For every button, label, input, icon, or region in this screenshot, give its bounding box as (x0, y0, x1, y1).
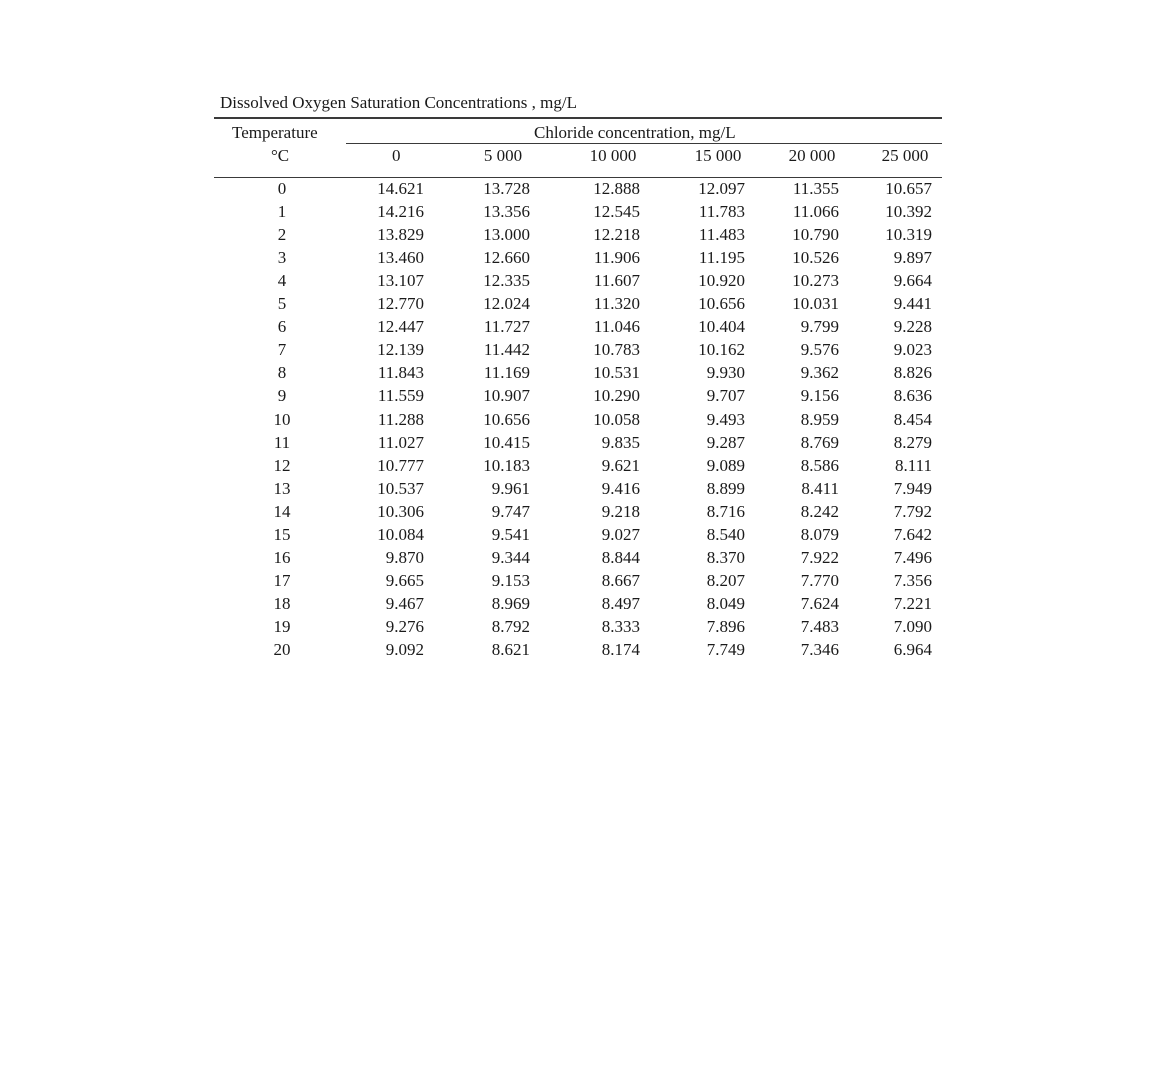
value-cell: 8.667 (601, 570, 640, 590)
value-cell: 11.906 (593, 248, 640, 268)
value-cell: 11.559 (377, 386, 424, 406)
value-cell: 7.949 (893, 478, 932, 498)
temperature-cell: 16 (273, 547, 291, 567)
value-cell: 8.454 (893, 409, 932, 429)
value-cell: 11.727 (483, 317, 530, 337)
value-cell: 11.355 (792, 179, 839, 198)
value-cell: 8.333 (601, 616, 640, 636)
value-cell: 7.090 (893, 616, 932, 636)
value-cell: 9.228 (893, 317, 932, 337)
temperature-cell: 18 (273, 593, 291, 613)
value-cell: 9.961 (491, 478, 530, 498)
value-cell: 10.058 (593, 409, 640, 429)
value-cell: 11.066 (792, 202, 839, 222)
value-cell: 10.031 (792, 294, 839, 314)
temperature-cell: 14 (273, 501, 291, 521)
value-cell: 8.826 (893, 363, 932, 383)
value-cell: 11.027 (377, 432, 424, 452)
top-rule (214, 117, 942, 119)
value-cell: 12.545 (593, 202, 640, 222)
value-cell: 8.959 (800, 409, 839, 429)
value-cell: 12.447 (377, 317, 424, 337)
temperature-header: Temperature (232, 123, 318, 142)
value-cell: 11.607 (593, 271, 640, 291)
value-cell: 9.576 (800, 340, 839, 360)
value-cell: 11.046 (593, 317, 640, 337)
value-cell: 12.335 (483, 271, 530, 291)
value-cell: 7.642 (893, 524, 932, 544)
temperature-cell: 20 (273, 640, 291, 659)
value-cell: 9.897 (893, 248, 932, 268)
value-cell: 12.218 (593, 225, 640, 245)
value-cell: 10.392 (885, 202, 932, 222)
temperature-cell: 11 (273, 432, 291, 452)
value-cell: 9.621 (601, 455, 640, 475)
column-header: 10 000 (589, 146, 637, 165)
value-cell: 9.023 (893, 340, 932, 360)
value-cell: 12.770 (377, 294, 424, 314)
value-cell: 7.496 (893, 547, 932, 567)
value-cell: 9.541 (491, 524, 530, 544)
header-rule (214, 177, 942, 178)
value-cell: 11.320 (593, 294, 640, 314)
value-cell: 9.664 (893, 271, 932, 291)
value-cell: 9.441 (893, 294, 932, 314)
value-cell: 8.207 (706, 570, 745, 590)
value-cell: 13.460 (377, 248, 424, 268)
temperature-cell: 6 (277, 317, 287, 337)
value-cell: 10.290 (593, 386, 640, 406)
value-cell: 13.829 (377, 225, 424, 245)
value-cell: 10.656 (698, 294, 745, 314)
value-cell: 10.531 (593, 363, 640, 383)
value-cell: 10.920 (698, 271, 745, 291)
value-cell: 9.089 (706, 455, 745, 475)
value-cell: 9.092 (385, 640, 424, 659)
value-cell: 10.526 (792, 248, 839, 268)
value-cell: 8.636 (893, 386, 932, 406)
column-header: 20 000 (788, 146, 836, 165)
temperature-cell: 9 (277, 386, 287, 406)
value-cell: 8.279 (893, 432, 932, 452)
value-cell: 11.483 (698, 225, 745, 245)
value-cell: 7.896 (706, 616, 745, 636)
temperature-cell: 13 (273, 478, 291, 498)
value-cell: 8.621 (491, 640, 530, 659)
value-cell: 8.792 (491, 616, 530, 636)
temperature-cell: 12 (273, 455, 291, 475)
value-cell: 9.870 (385, 547, 424, 567)
value-cell: 9.153 (491, 570, 530, 590)
temperature-cell: 17 (273, 570, 291, 590)
value-cell: 12.660 (483, 248, 530, 268)
temperature-cell: 2 (277, 225, 287, 245)
value-cell: 8.049 (706, 593, 745, 613)
value-cell: 8.769 (800, 432, 839, 452)
temperature-cell: 8 (277, 363, 287, 383)
temperature-cell: 5 (277, 294, 287, 314)
value-cell: 9.156 (800, 386, 839, 406)
value-cell: 8.844 (601, 547, 640, 567)
value-cell: 10.783 (593, 340, 640, 360)
value-cell: 8.079 (800, 524, 839, 544)
value-cell: 11.843 (377, 363, 424, 383)
value-cell: 9.416 (601, 478, 640, 498)
column-header: 5 000 (483, 146, 523, 165)
value-cell: 9.707 (706, 386, 745, 406)
value-cell: 7.221 (893, 593, 932, 613)
value-cell: 11.169 (483, 363, 530, 383)
value-cell: 8.111 (895, 455, 932, 475)
value-cell: 9.287 (706, 432, 745, 452)
value-cell: 9.799 (800, 317, 839, 337)
value-cell: 12.888 (593, 179, 640, 198)
temperature-unit: °C (271, 146, 290, 165)
value-cell: 10.183 (483, 455, 530, 475)
temperature-cell: 3 (277, 248, 287, 268)
value-cell: 12.097 (698, 179, 745, 198)
temperature-cell: 0 (277, 179, 287, 198)
value-cell: 13.728 (483, 179, 530, 198)
temperature-cell: 15 (273, 524, 291, 544)
temperature-cell: 4 (277, 271, 287, 291)
temperature-cell: 19 (273, 616, 291, 636)
value-cell: 7.792 (893, 501, 932, 521)
value-cell: 11.442 (483, 340, 530, 360)
value-cell: 8.411 (801, 478, 839, 498)
table-title: Dissolved Oxygen Saturation Concentrations , mg/L (220, 93, 577, 112)
value-cell: 12.139 (377, 340, 424, 360)
value-cell: 8.540 (706, 524, 745, 544)
value-cell: 12.024 (483, 294, 530, 314)
value-cell: 9.493 (706, 409, 745, 429)
value-cell: 10.777 (377, 455, 424, 475)
chloride-header: Chloride concentration, mg/L (534, 123, 736, 142)
value-cell: 7.624 (800, 593, 839, 613)
value-cell: 11.195 (698, 248, 745, 268)
value-cell: 9.362 (800, 363, 839, 383)
value-cell: 8.586 (800, 455, 839, 475)
column-header: 0 (392, 146, 401, 165)
value-cell: 8.969 (491, 593, 530, 613)
value-cell: 8.242 (800, 501, 839, 521)
value-cell: 8.174 (601, 640, 640, 659)
value-cell: 11.288 (377, 409, 424, 429)
value-cell: 8.716 (706, 501, 745, 521)
value-cell: 9.747 (491, 501, 530, 521)
value-cell: 14.621 (377, 179, 424, 198)
value-cell: 10.656 (483, 409, 530, 429)
value-cell: 9.344 (491, 547, 530, 567)
value-cell: 9.835 (601, 432, 640, 452)
value-cell: 7.770 (800, 570, 839, 590)
value-cell: 10.415 (483, 432, 530, 452)
value-cell: 13.107 (377, 271, 424, 291)
value-cell: 7.922 (800, 547, 839, 567)
value-cell: 13.356 (483, 202, 530, 222)
value-cell: 9.930 (706, 363, 745, 383)
temperature-cell: 1 (277, 202, 287, 222)
value-cell: 11.783 (698, 202, 745, 222)
value-cell: 10.306 (377, 501, 424, 521)
value-cell: 8.497 (601, 593, 640, 613)
value-cell: 14.216 (377, 202, 424, 222)
value-cell: 10.657 (885, 179, 932, 198)
value-cell: 7.356 (893, 570, 932, 590)
value-cell: 9.467 (385, 593, 424, 613)
temperature-cell: 7 (277, 340, 287, 360)
value-cell: 10.319 (885, 225, 932, 245)
value-cell: 10.790 (792, 225, 839, 245)
value-cell: 9.665 (385, 570, 424, 590)
value-cell: 13.000 (483, 225, 530, 245)
value-cell: 10.907 (483, 386, 530, 406)
value-cell: 10.404 (698, 317, 745, 337)
value-cell: 9.218 (601, 501, 640, 521)
temperature-cell: 10 (273, 409, 291, 429)
value-cell: 10.162 (698, 340, 745, 360)
value-cell: 8.899 (706, 478, 745, 498)
value-cell: 9.027 (601, 524, 640, 544)
chloride-rule (346, 143, 942, 144)
value-cell: 10.537 (377, 478, 424, 498)
value-cell: 10.084 (377, 524, 424, 544)
value-cell: 6.964 (893, 640, 932, 659)
value-cell: 7.483 (800, 616, 839, 636)
value-cell: 9.276 (385, 616, 424, 636)
column-header: 25 000 (881, 146, 929, 165)
column-header: 15 000 (694, 146, 742, 165)
value-cell: 10.273 (792, 271, 839, 291)
value-cell: 7.346 (800, 640, 839, 659)
value-cell: 7.749 (706, 640, 745, 659)
value-cell: 8.370 (706, 547, 745, 567)
